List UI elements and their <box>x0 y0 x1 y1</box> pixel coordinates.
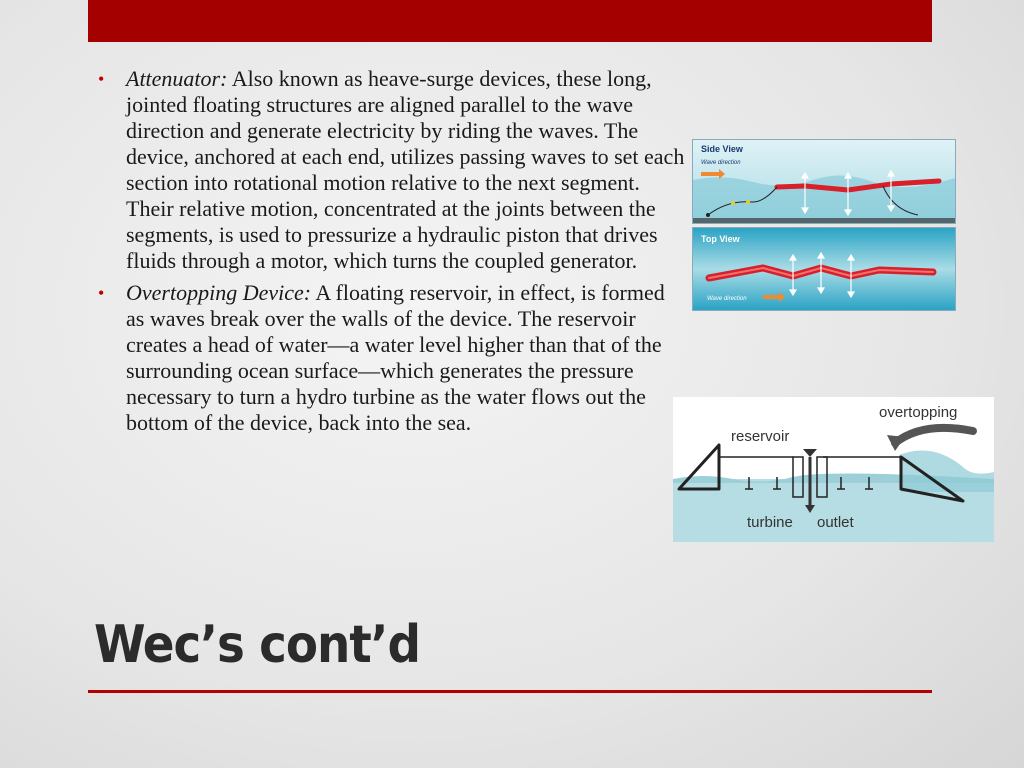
bullet-dot: • <box>98 69 105 89</box>
bullet-dot: • <box>98 283 105 303</box>
bullet-list <box>96 66 686 442</box>
attenuator-top-view-image <box>692 227 956 311</box>
side-view-label: Side View <box>701 144 743 154</box>
top-view-label: Top View <box>701 234 740 244</box>
bullet-text: Also known as heave-surge devices, these long, jointed floating structures are aligned parallel to the wave direction and generate electricity by riding the waves. The device, anchored at each end, utilizes passing waves to set each section into rotational motion relative to the next segment. Their relative motion, concentrated at the joints between the segments, is used to pressurize a hydraulic piston that drives fluids through a motor, which turns the coupled generator. <box>126 66 685 273</box>
reservoir-label: reservoir <box>731 428 790 445</box>
top-direction-label: Wave direction <box>707 296 747 302</box>
overtopping-device-image <box>673 397 994 542</box>
bullet-term: Overtopping Device: <box>126 280 312 305</box>
bullet-overtopping <box>96 280 686 436</box>
overtopping-label: overtopping <box>879 404 958 421</box>
top-accent-bar <box>88 0 932 42</box>
attenuator-side-view-image <box>692 139 956 224</box>
slide-title: Wec’s cont’d <box>94 615 420 675</box>
outlet-label: outlet <box>817 514 854 531</box>
bullet-text: A floating reservoir, in effect, is formed as waves break over the walls of the device. The reservoir creates a head of water—a water level higher than that of the surrounding ocean surface—which generates the pressure necessary to turn a hydro turbine as the water flows out the bottom of the device, back into the sea. <box>126 280 665 435</box>
title-underline <box>88 690 932 693</box>
bullet-attenuator <box>96 66 686 274</box>
turbine-label: turbine <box>747 514 793 531</box>
side-direction-label: Wave direction <box>701 160 741 166</box>
bullet-term: Attenuator: <box>126 66 228 91</box>
